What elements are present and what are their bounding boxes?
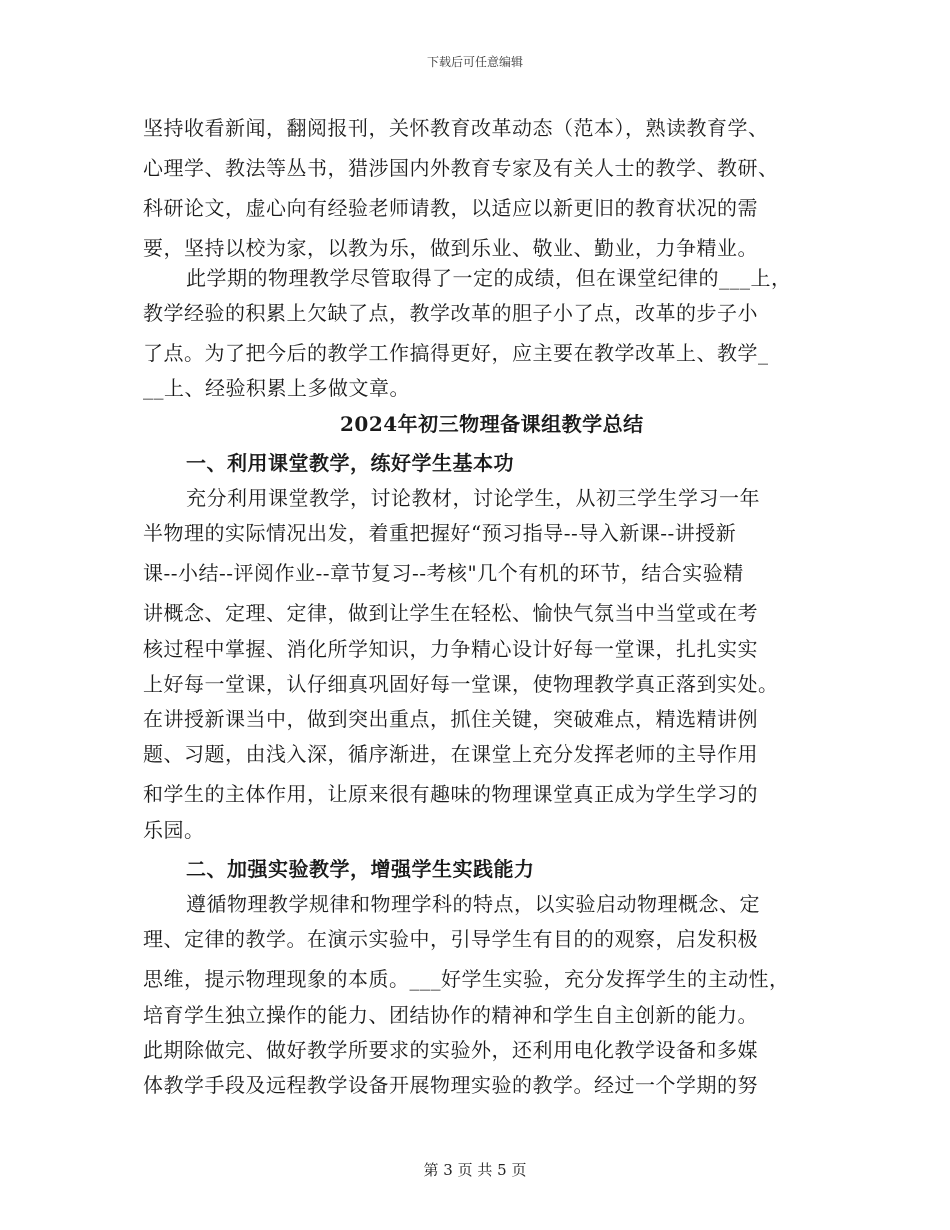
page-footer: 第 3 页 共 5 页 — [423, 1161, 527, 1179]
paragraph-line: 半物理的实际情况出发，着重把握好“预习指导--导入新课--讲授新 — [143, 521, 737, 545]
paragraph-line: 充分利用课堂教学，讨论教材，讨论学生，从初三学生学习一年 — [186, 486, 760, 510]
paragraph-line: 课--小结--评阅作业--章节复习--考核"几个有机的环节，结合实验精 — [143, 561, 744, 585]
paragraph-line: __上、经验积累上多做文章。 — [143, 376, 410, 400]
paragraph-line: 遵循物理教学规律和物理学科的特点，以实验启动物理概念、定 — [186, 892, 760, 916]
paragraph-line: 核过程中掌握、消化所学知识，力争精心设计好每一堂课，扎扎实实 — [143, 637, 758, 661]
paragraph-line: 科研论文，虚心向有经验老师请教，以适应以新更旧的教育状况的需 — [143, 196, 758, 220]
section-heading: 二、加强实验教学，增强学生实践能力 — [186, 857, 535, 881]
paragraph-line: 要，坚持以校为家，以教为乐，做到乐业、敬业、勤业，力争精业。 — [143, 236, 758, 260]
paragraph-line: 此学期的物理教学尽管取得了一定的成绩，但在课堂纪律的___上， — [186, 266, 792, 290]
paragraph-line: 心理学、教法等丛书，猎涉国内外教育专家及有关人士的教学、教研、 — [143, 156, 779, 180]
paragraph-line: 坚持收看新闻，翻阅报刊，关怀教育改革动态（范本），熟读教育学、 — [143, 116, 769, 140]
page-header: 下载后可任意编辑 — [426, 55, 523, 69]
document-title: 2024年初三物理备课组教学总结 — [340, 412, 644, 436]
paragraph-line: 了点。为了把今后的教学工作搞得更好，应主要在教学改革上、教学_ — [143, 341, 769, 365]
paragraph-line: 培育学生独立操作的能力、团结协作的精神和学生自主创新的能力。 — [143, 1003, 758, 1027]
paragraph-line: 在讲授新课当中，做到突出重点，抓住关键，突破难点，精选精讲例 — [143, 707, 758, 731]
paragraph-line: 乐园。 — [143, 818, 205, 842]
paragraph-line: 和学生的主体作用，让原来很有趣味的物理课堂真正成为学生学习的 — [143, 782, 758, 806]
paragraph-line: 上好每一堂课，认仔细真巩固好每一堂课，使物理教学真正落到实处。 — [143, 672, 779, 696]
paragraph-line: 体教学手段及远程教学设备开展物理实验的教学。经过一个学期的努 — [143, 1073, 758, 1097]
paragraph-line: 此期除做完、做好教学所要求的实验外，还利用电化教学设备和多媒 — [143, 1038, 758, 1062]
section-heading: 一、利用课堂教学，练好学生基本功 — [186, 451, 514, 475]
paragraph-line: 理、定律的教学。在演示实验中，引导学生有目的的观察，启发积极 — [143, 927, 758, 951]
paragraph-line: 题、习题，由浅入深，循序渐进，在课堂上充分发挥老师的主导作用 — [143, 742, 758, 766]
paragraph-line: 讲概念、定理、定律，做到让学生在轻松、愉快气氛当中当堂或在考 — [143, 601, 758, 625]
paragraph-line: 教学经验的积累上欠缺了点，教学改革的胆子小了点，改革的步子小 — [143, 301, 758, 325]
paragraph-line: 思维，提示物理现象的本质。___好学生实验，充分发挥学生的主动性， — [143, 967, 790, 991]
